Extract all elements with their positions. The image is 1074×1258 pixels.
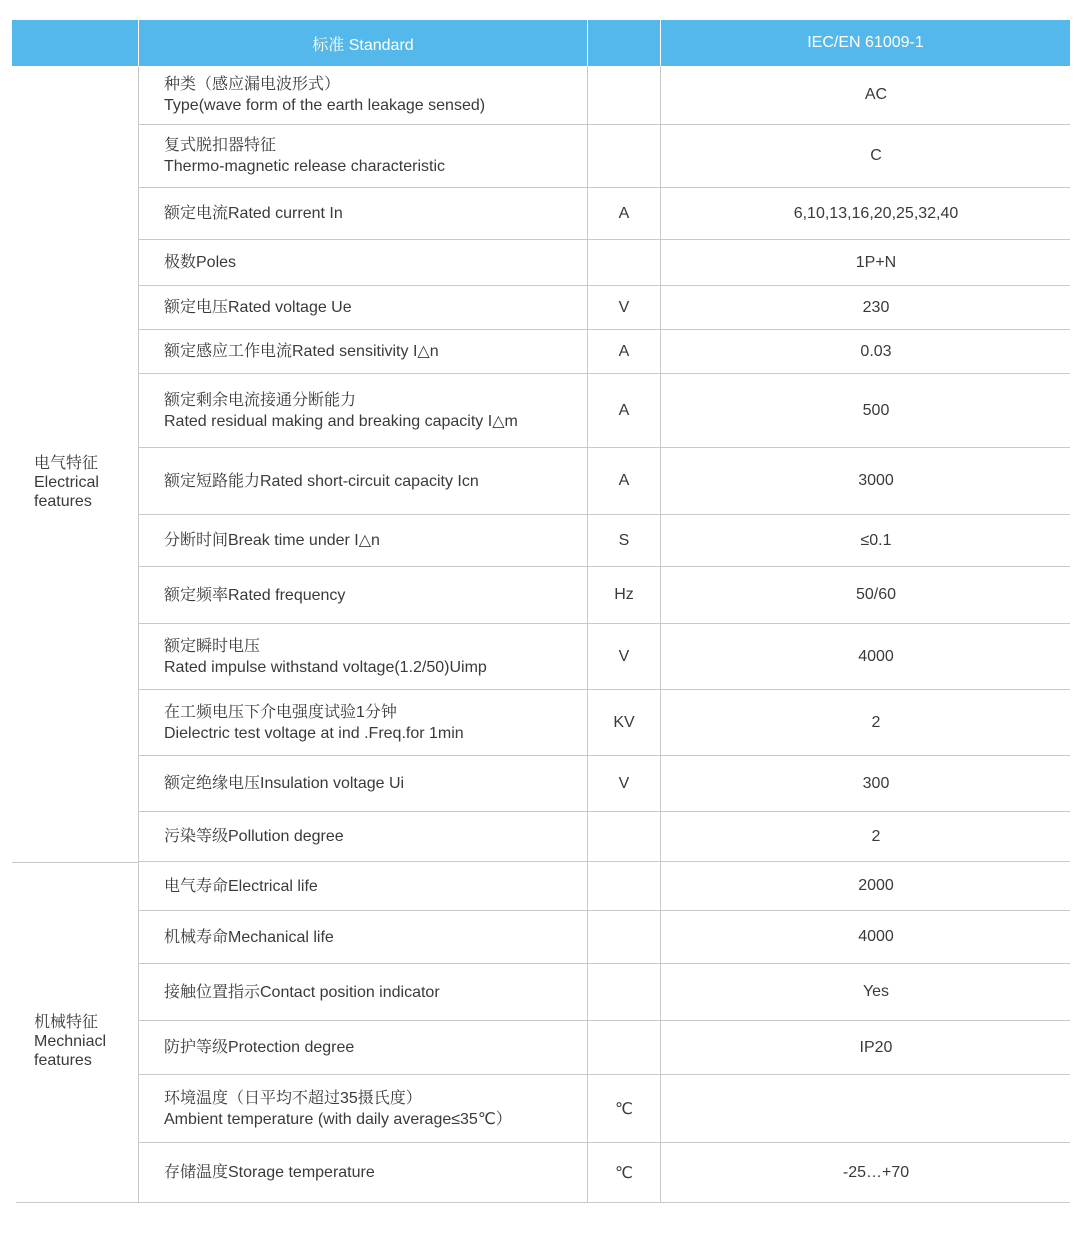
row-label: [164, 374, 518, 447]
row-value: 50/60: [855, 586, 897, 603]
row-value: AC: [864, 86, 888, 103]
group-electrical: [12, 66, 138, 862]
row-unit: [588, 66, 660, 124]
row-label: [164, 1075, 512, 1142]
row-unit: S: [618, 531, 630, 549]
row-label-secondary: Ambient temperature (with daily average≤35℃）: [164, 1110, 512, 1128]
row-label-secondary: Rated impulse withstand voltage(1.2/50)Uimp: [164, 658, 487, 676]
row-label-primary: 防护等级Protection degree: [164, 1039, 355, 1056]
row-label-primary: 在工频电压下介电强度试验1分钟: [164, 703, 397, 721]
row-value: IP20: [859, 1038, 893, 1056]
group-label-en: features: [34, 493, 92, 510]
row-label-primary: 额定短路能力Rated short-circuit capacity Icn: [164, 472, 479, 490]
row-label-primary: 额定绝缘电压Insulation voltage Ui: [164, 775, 405, 792]
row-label-primary: 额定电流Rated current In: [164, 205, 343, 222]
header-divider: [660, 20, 661, 66]
table-row: [138, 240, 1070, 286]
row-label: [164, 448, 479, 514]
row-unit: A: [618, 342, 630, 360]
header-standard-value: IEC/EN 61009-1: [807, 34, 924, 51]
row-label-primary: 机械寿命Mechanical life: [164, 928, 334, 946]
group-label-en: Mechniacl: [34, 1033, 107, 1050]
row-value: 500: [862, 401, 890, 419]
row-label: [164, 567, 345, 623]
row-unit: [588, 862, 660, 910]
table-row: [138, 756, 1070, 812]
table-row: [138, 330, 1070, 374]
row-value: 0.03: [860, 342, 892, 360]
row-label-primary: 存储温度Storage temperature: [164, 1164, 375, 1181]
row-label-primary: 额定频率Rated frequency: [164, 586, 346, 604]
table-header: [12, 20, 1070, 66]
row-label-primary: 分断时间Break time under I△n: [164, 532, 380, 549]
table-row: [138, 515, 1070, 567]
row-value: 4000: [858, 647, 894, 665]
table-row: [138, 812, 1070, 862]
group-mechanical: [12, 863, 138, 1203]
header-standard: 标准 Standard: [312, 36, 414, 54]
row-label-secondary: Rated residual making and breaking capacity I△m: [164, 412, 518, 430]
row-label-secondary: Thermo-magnetic release characteristic: [164, 158, 445, 175]
row-unit: V: [618, 774, 630, 792]
table-row: [138, 1075, 1070, 1143]
table-row: [138, 690, 1070, 756]
row-label: [164, 964, 440, 1020]
row-label: [164, 812, 344, 861]
row-value: Yes: [862, 983, 890, 1000]
table-row: [138, 1021, 1070, 1075]
row-unit: [588, 812, 660, 861]
row-label: [164, 330, 439, 373]
row-label: [164, 624, 487, 689]
header-divider: [587, 20, 588, 66]
row-label: [164, 66, 485, 124]
column-divider: [660, 66, 661, 1203]
row-label-primary: 环境温度（日平均不超过35摄氏度）: [164, 1089, 422, 1107]
row-value: 1P+N: [855, 253, 897, 271]
row-label-primary: 接触位置指示Contact position indicator: [164, 983, 440, 1001]
table-row: [138, 286, 1070, 330]
row-value: 6,10,13,16,20,25,32,40: [793, 204, 959, 222]
row-label-primary: 额定电压Rated voltage Ue: [164, 299, 352, 316]
row-label-primary: 额定瞬时电压: [164, 637, 261, 655]
row-label: [164, 862, 318, 910]
table-row: [138, 188, 1070, 240]
row-unit: Hz: [614, 586, 634, 603]
row-label-primary: 种类（感应漏电波形式）: [164, 76, 341, 93]
row-value: 2: [871, 827, 881, 845]
row-value: 4000: [858, 928, 894, 945]
row-unit: A: [618, 204, 630, 222]
table-row: [138, 448, 1070, 515]
row-label-primary: 电气寿命Electrical life: [164, 877, 318, 895]
row-label: [164, 240, 236, 285]
row-value: 2000: [858, 877, 894, 894]
table-row: [138, 125, 1070, 188]
row-value: 300: [862, 774, 890, 792]
header-divider: [138, 20, 139, 66]
row-label: [164, 125, 445, 187]
row-label: [164, 286, 352, 329]
group-label-en: features: [34, 1052, 92, 1069]
group-divider: [16, 1202, 138, 1203]
row-label: [164, 188, 343, 239]
row-value: 230: [862, 298, 890, 316]
row-unit: [588, 1021, 660, 1074]
table-row: [138, 374, 1070, 448]
row-label-primary: 复式脱扣器特征: [164, 137, 277, 154]
group-label-zh: 机械特征: [34, 1014, 99, 1031]
row-label-secondary: Type(wave form of the earth leakage sensed): [164, 97, 486, 114]
row-label: [164, 911, 334, 963]
row-unit: [588, 240, 660, 285]
table-row: [138, 964, 1070, 1021]
row-unit: KV: [613, 713, 635, 731]
row-unit: [588, 964, 660, 1020]
row-value: ≤0.1: [860, 531, 892, 549]
row-unit: V: [618, 298, 630, 316]
table-row: [138, 624, 1070, 690]
row-unit: A: [618, 472, 630, 489]
row-label: [164, 1021, 354, 1074]
row-value: C: [870, 147, 882, 164]
row-unit: [588, 911, 660, 963]
group-label-zh: 电气特征: [34, 455, 99, 472]
table-row: [138, 1143, 1070, 1203]
column-divider: [138, 66, 139, 1203]
row-unit: [588, 125, 660, 187]
row-unit: A: [618, 401, 630, 419]
row-label: [164, 1143, 375, 1202]
row-label-secondary: Dielectric test voltage at ind .Freq.for 1min: [164, 724, 464, 742]
row-label: [164, 690, 464, 755]
row-value: -25…+70: [842, 1163, 910, 1181]
row-value: 3000: [858, 472, 894, 489]
row-label: [164, 756, 404, 811]
table-row: [138, 66, 1070, 125]
row-value: 2: [871, 713, 881, 731]
row-label-primary: 污染等级Pollution degree: [164, 828, 344, 845]
group-label-en: Electrical: [34, 474, 99, 491]
row-unit: ℃: [615, 1164, 633, 1182]
row-value: [661, 1075, 1074, 1142]
row-label-primary: 极数Poles: [164, 254, 237, 271]
row-label-primary: 额定感应工作电流Rated sensitivity I△n: [164, 343, 439, 360]
column-divider: [587, 66, 588, 1203]
row-label-primary: 额定剩余电流接通分断能力: [164, 391, 357, 409]
row-unit: ℃: [615, 1100, 633, 1118]
table-row: [138, 911, 1070, 964]
row-unit: V: [618, 647, 630, 665]
table-row: [138, 567, 1070, 624]
table-row: [138, 862, 1070, 911]
row-label: [164, 515, 380, 566]
